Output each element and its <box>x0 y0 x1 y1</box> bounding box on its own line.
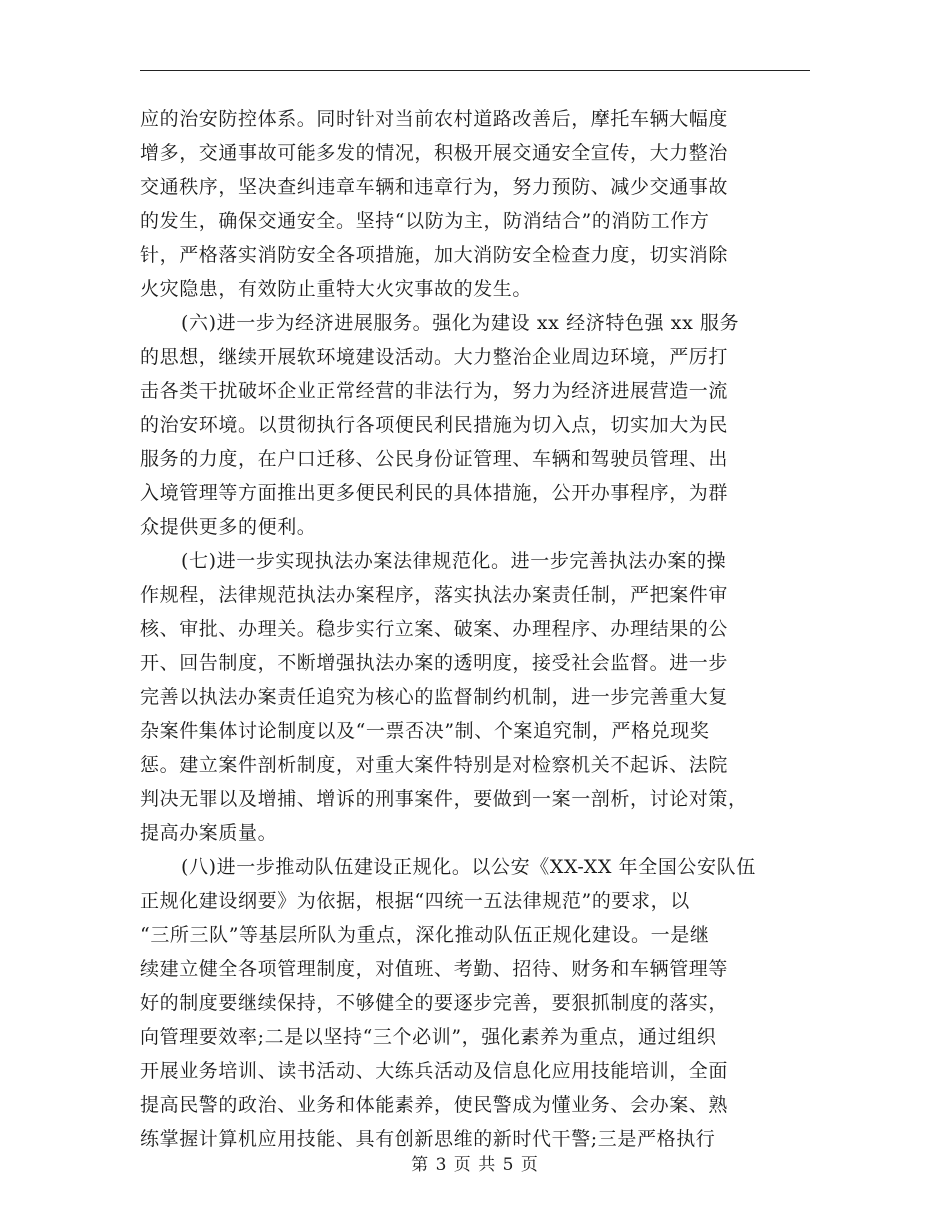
text-line: 练掌握计算机应用技能、具有创新思维的新时代干警;三是严格执行 <box>140 1128 716 1150</box>
page-number: 第 3 页 共 5 页 <box>411 1155 539 1175</box>
text-line: 火灾隐患，有效防止重特大火灾事故的发生。 <box>140 278 533 300</box>
header-rule <box>140 70 810 71</box>
text-line: 增多，交通事故可能多发的情况，积极开展交通安全宣传，大力整治 <box>140 142 729 164</box>
text-line: 的治安环境。以贯彻执行各项便民利民措施为切入点，切实加大为民 <box>140 414 729 436</box>
document-body <box>140 102 810 1156</box>
text-line: 完善以执法办案责任追究为核心的监督制约机制，进一步完善重大复 <box>140 686 729 708</box>
text-line: 好的制度要继续保持，不够健全的要逐步完善，要狠抓制度的落实， <box>140 992 729 1014</box>
text-line: 针，严格落实消防安全各项措施，加大消防安全检查力度，切实消除 <box>140 244 729 266</box>
text-line: 众提供更多的便利。 <box>140 516 317 538</box>
text-line: 提高民警的政治、业务和体能素养，使民警成为懂业务、会办案、熟 <box>140 1094 729 1116</box>
text-line: 应的治安防控体系。同时针对当前农村道路改善后，摩托车辆大幅度 <box>140 108 729 130</box>
text-line: 判决无罪以及增捕、增诉的刑事案件，要做到一案一剖析，讨论对策， <box>140 788 748 810</box>
text-line: 杂案件集体讨论制度以及“一票否决”制、个案追究制，严格兑现奖 <box>140 720 710 742</box>
text-line: “三所三队”等基层所队为重点，深化推动队伍正规化建设。一是继 <box>140 924 710 946</box>
text-line: 提高办案质量。 <box>140 822 278 844</box>
text-line: 的发生，确保交通安全。坚持“以防为主，防消结合”的消防工作方 <box>140 210 710 232</box>
text-line: 入境管理等方面推出更多便民利民的具体措施，公开办事程序，为群 <box>140 482 729 504</box>
paragraph-first-line: (七)进一步实现执法办案法律规范化。进一步完善执法办案的操 <box>181 550 727 572</box>
text-line: 向管理要效率;二是以坚持“三个必训”，强化素养为重点，通过组织 <box>140 1026 717 1048</box>
text-line: 击各类干扰破坏企业正常经营的非法行为，努力为经济进展营造一流 <box>140 380 729 402</box>
paragraph-first-line: (六)进一步为经济进展服务。强化为建设 xx 经济特色强 xx 服务 <box>181 312 740 334</box>
text-line: 正规化建设纲要》为依据，根据“四统一五法律规范”的要求，以 <box>140 890 690 912</box>
text-line: 续建立健全各项管理制度，对值班、考勤、招待、财务和车辆管理等 <box>140 958 729 980</box>
text-line: 交通秩序，坚决查纠违章车辆和违章行为，努力预防、减少交通事故 <box>140 176 729 198</box>
text-line: 核、审批、办理关。稳步实行立案、破案、办理程序、办理结果的公 <box>140 618 729 640</box>
text-line: 作规程，法律规范执法办案程序，落实执法办案责任制，严把案件审 <box>140 584 729 606</box>
text-line: 开展业务培训、读书活动、大练兵活动及信息化应用技能培训，全面 <box>140 1060 729 1082</box>
text-line: 的思想，继续开展软环境建设活动。大力整治企业周边环境，严厉打 <box>140 346 729 368</box>
text-line: 服务的力度，在户口迁移、公民身份证管理、车辆和驾驶员管理、出 <box>140 448 729 470</box>
text-line: 惩。建立案件剖析制度，对重大案件特别是对检察机关不起诉、法院 <box>140 754 729 776</box>
text-line: 开、回告制度，不断增强执法办案的透明度，接受社会监督。进一步 <box>140 652 729 674</box>
paragraph-first-line: (八)进一步推动队伍建设正规化。以公安《XX-XX 年全国公安队伍 <box>181 856 756 878</box>
